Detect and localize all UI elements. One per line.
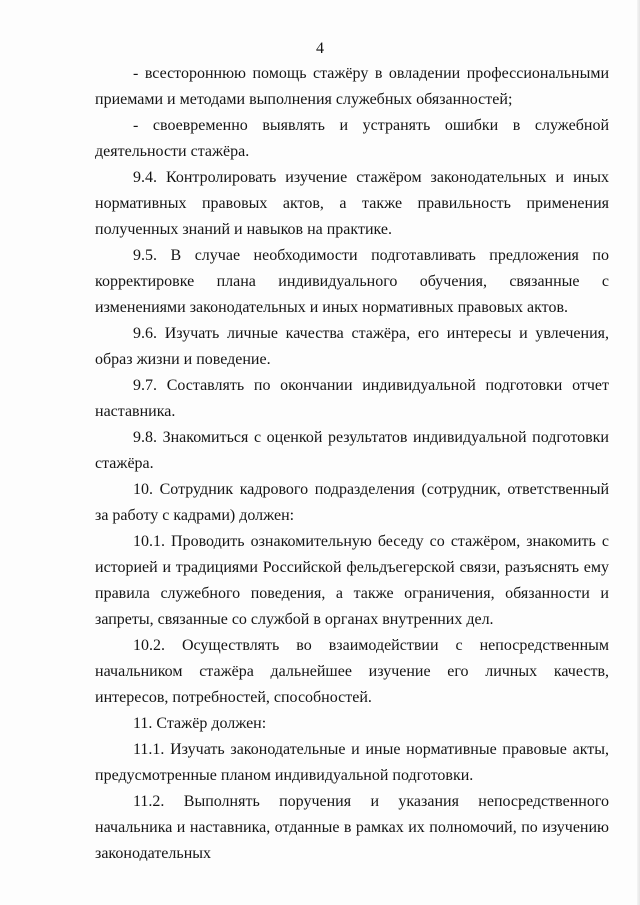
paragraph-9-7: 9.7. Составлять по окончании индивидуальной подготовки отчет наставника.	[95, 377, 609, 420]
paragraph-11: 11. Стажёр должен:	[133, 715, 267, 732]
paragraph-9-6: 9.6. Изучать личные качества стажёра, его интересы и увлечения, образ жизни и поведение.	[95, 325, 609, 368]
paragraph-9-8: 9.8. Знакомиться с оценкой результатов индивидуальной подготовки стажёра.	[95, 429, 609, 472]
page-number: 4	[316, 40, 324, 57]
paragraph-10: 10. Сотрудник кадрового подразделения (сотрудник, ответственный за работу с кадрами) должен:	[95, 481, 609, 524]
paragraph-assistance: - всестороннюю помощь стажёру в овладении профессиональными приемами и методами выполнения служебных обязанностей;	[95, 65, 609, 108]
paragraph-10-1: 10.1. Проводить ознакомительную беседу со стажёром, знакомить с историей и традициями Российской фельдъегерской связи, разъяснять ему правила служебного поведения, а также ограничения, обязанности и запреты, связанные со службой в органах внутренних дел.	[95, 533, 609, 628]
document-body	[95, 61, 609, 867]
paragraph-10-2: 10.2. Осуществлять во взаимодействии с непосредственным начальником стажёра дальнейшее изучение его личных качеств, интересов, потребностей, способностей.	[95, 637, 609, 706]
paragraph-11-1: 11.1. Изучать законодательные и иные нормативные правовые акты, предусмотренные планом индивидуальной подготовки.	[95, 741, 609, 784]
paragraph-9-4: 9.4. Контролировать изучение стажёром законодательных и иных нормативных правовых актов, а также правильность применения полученных знаний и навыков на практике.	[95, 169, 609, 238]
paragraph-errors: - своевременно выявлять и устранять ошибки в служебной деятельности стажёра.	[95, 117, 609, 160]
paragraph-11-2: 11.2. Выполнять поручения и указания непосредственного начальника и наставника, отданные в рамках их полномочий, по изучению законодательных	[95, 793, 609, 862]
paragraph-9-5: 9.5. В случае необходимости подготавливать предложения по корректировке плана индивидуального обучения, связанные с изменениями законодательных и иных нормативных правовых актов.	[95, 247, 609, 316]
